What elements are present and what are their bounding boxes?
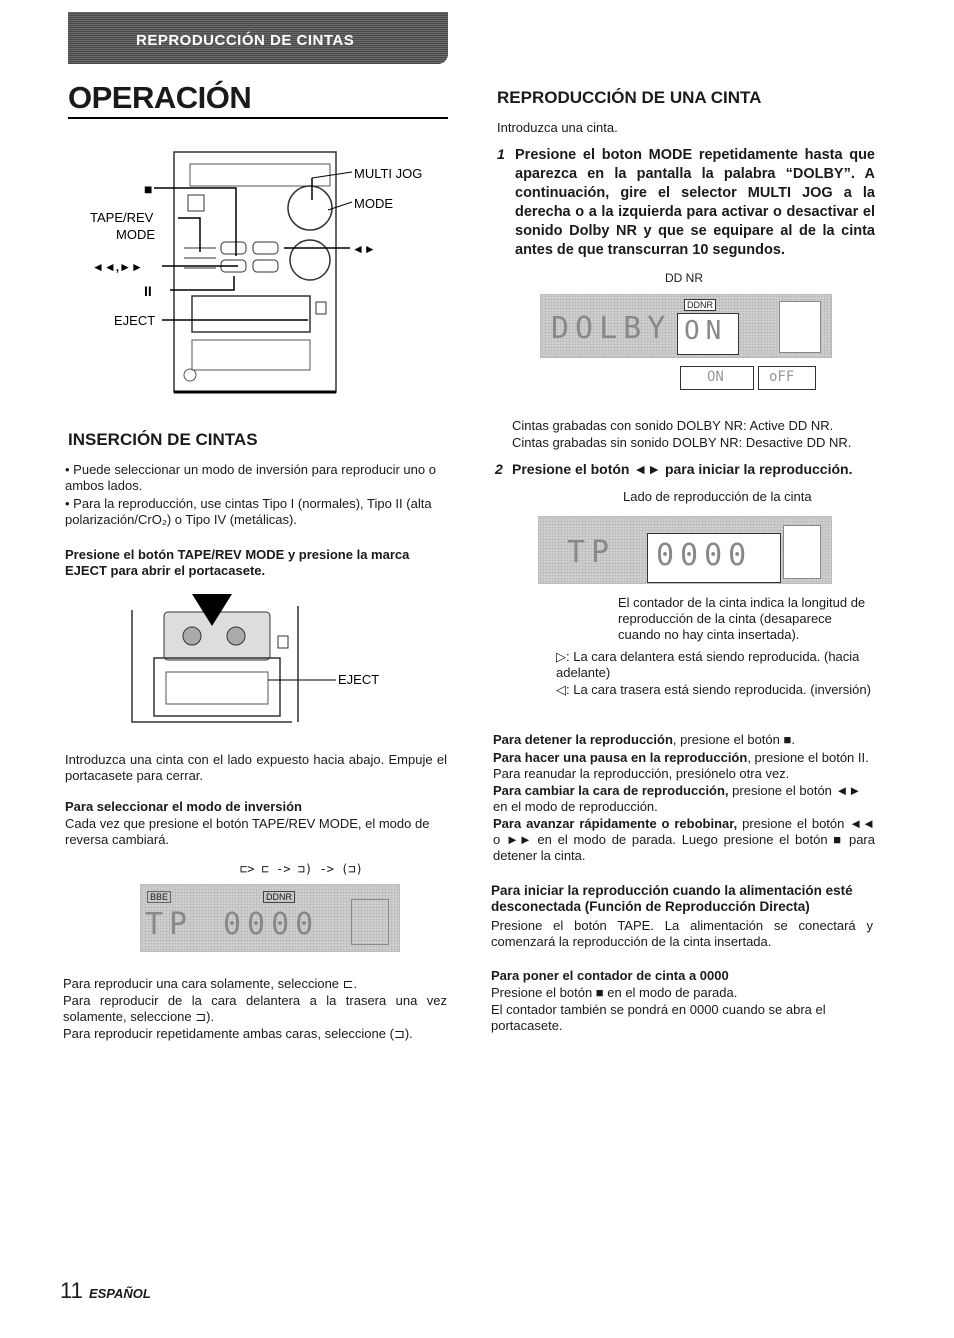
multijog-label: MULTI JOG [354,166,423,181]
page-number: 11 [60,1278,83,1303]
reset-text-1: Presione el botón ■ en el modo de parada. [491,985,738,1000]
reset-heading: Para poner el contador de cinta a 0000 [491,968,729,983]
reverse-lcd [140,884,400,952]
pause-label: II [144,283,152,299]
reverse-option-2: Para reproducir de la cara delantera a la trasera una vez solamente, seleccione ⊐). [63,993,447,1024]
level-meter-1 [779,301,821,353]
play-label: ◄► [352,242,376,256]
insert-bullet-1: • Puede seleccionar un modo de inversión para reproducir uno o ambos lados. [65,462,436,493]
cassette-eject-label: EJECT [338,672,380,687]
counter-note: El contador de la cinta indica la longitud de reproducción de la cinta (desaparece cuando no hay cinta insertada). [618,595,866,642]
side-label: Lado de reproducción de la cinta [623,489,812,504]
front-side-note: ▷: La cara delantera está siendo reproducida. (hacia adelante) [556,649,860,680]
dolby-nr-indicator: DDNR [263,891,295,903]
mode-label: MODE [354,196,393,211]
rewff-label: ◄◄,►► [92,260,143,274]
dolby-nr-badge: DDNR [684,299,716,311]
reverse-sequence: ⊏> ⊏ -> ⊐) -> (⊐) [240,862,363,876]
pause-instruction: Para hacer una pausa en la reproducción, presione el botón II. Para reanudar la reproducción, presiónelo otra vez. [493,750,869,781]
play-intro: Introduzca una cinta. [497,120,618,135]
ff-instruction: Para avanzar rápidamente o rebobinar, presione el botón ◄◄ o ►► en el modo de parada. Luego presione el botón ■ para detener la cinta. [493,816,875,863]
unit-diagram [88,150,448,400]
counter-box [647,533,781,583]
insert-heading: INSERCIÓN DE CINTAS [68,430,258,449]
on-box [677,313,739,355]
insert-after: Introduzca una cinta con el lado expuesto hacia abajo. Empuje el portacasete para cerrar. [65,752,447,783]
reverse-text: Cada vez que presione el botón TAPE/REV MODE, el modo de reversa cambiará. [65,816,430,847]
step2-text: Presione el botón ◄► para iniciar la reproducción. [512,461,853,477]
nr-label: DD NR [665,271,703,285]
page-footer [60,1278,151,1304]
tp-display-2: TP [567,535,616,570]
off-option-box [758,366,816,390]
on-option-box [680,366,754,390]
step2-number: 2 [495,461,503,477]
taperev-label: TAPE/REV [90,210,154,225]
bbe-indicator: BBE [147,891,171,903]
counter-display: 0000 [223,907,320,942]
back-side-note: ◁: La cara trasera está siendo reproducida. (inversión) [556,682,871,697]
direct-text: Presione el botón TAPE. La alimentación se conectará y comenzará la reproducción de la cinta insertada. [491,918,873,949]
play-heading: REPRODUCCIÓN DE UNA CINTA [497,88,762,107]
step1-number: 1 [497,146,505,162]
nr-on-text: Cintas grabadas con sonido DOLBY NR: Active DD NR. [512,418,834,433]
reverse-option-3: Para reproducir repetidamente ambas caras, seleccione (⊐). [63,1026,413,1041]
reset-text-2: El contador también se pondrá en 0000 cuando se abra el portacasete. [491,1002,826,1033]
on-display: ON [684,316,728,346]
taperev-mode-label: MODE [116,227,155,242]
level-meter-2 [783,525,821,579]
section-title: REPRODUCCIÓN DE CINTAS [136,32,355,49]
cassette-diagram [128,592,408,732]
language-label: ESPAÑOL [88,1286,151,1301]
counter-display-2: 0000 [656,538,753,573]
counter-lcd [538,516,832,584]
reverse-option-1: Para reproducir una cara solamente, seleccione ⊏. [63,976,358,991]
insert-instruction: Presione el botón TAPE/REV MODE y presione la marca EJECT para abrir el portacasete. [65,547,410,578]
level-meter [351,899,389,945]
nr-off-text: Cintas grabadas sin sonido DOLBY NR: Desactive DD NR. [512,435,852,450]
step1-text: Presione el boton MODE repetidamente hasta que aparezca en la pantalla la palabra “DOLBY”. A continuación, gire el selector MULTI JOG a la derecha o a la izquierda para activar o desactivar el sonido Dolby NR y que se equipare al de la cinta antes de que transcurran 10 segundos. [515,147,875,258]
section-banner [68,12,448,64]
insert-bullet-2: • Para la reproducción, use cintas Tipo I (normales), Tipo II (alta polarización/CrO₂) o Tipo IV (metálicas). [65,496,432,527]
tp-display: TP [145,907,194,942]
stop-label: ■ [144,181,153,197]
direct-heading: Para iniciar la reproducción cuando la alimentación esté desconectada (Función de Reproducción Directa) [491,883,853,914]
on-option: ON [707,369,724,385]
dolby-display: DOLBY [551,311,672,346]
stop-instruction: Para detener la reproducción, presione el botón ■. [493,732,795,747]
reverse-heading: Para seleccionar el modo de inversión [65,799,302,814]
title-rule [68,117,448,119]
dolby-lcd [540,294,832,358]
page-title: OPERACIÓN [68,80,252,115]
off-option: oFF [769,369,795,385]
side-instruction: Para cambiar la cara de reproducción, presione el botón ◄► en el modo de reproducción. [493,783,862,814]
eject-label: EJECT [114,313,156,328]
